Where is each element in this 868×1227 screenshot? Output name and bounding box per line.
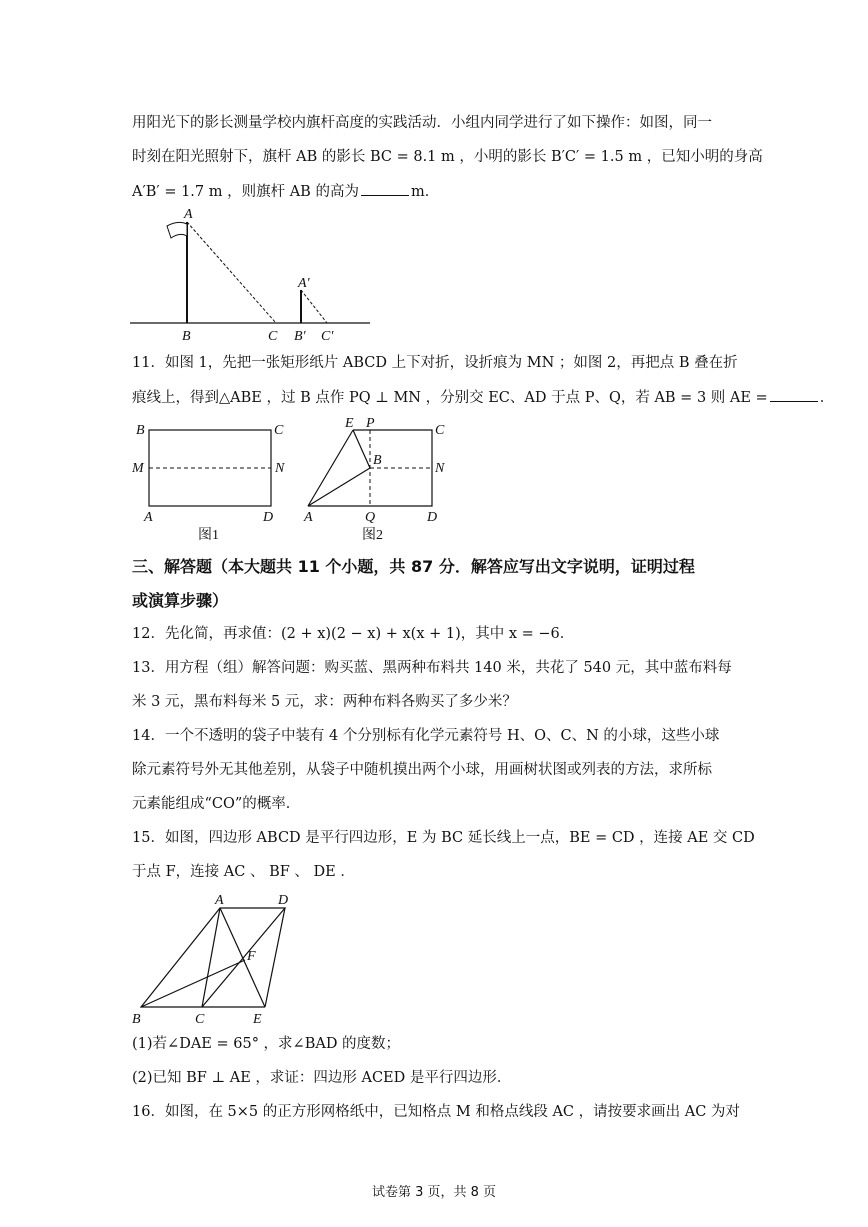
label-A: A — [184, 208, 193, 222]
section-heading-line-2: 或演算步骤） — [132, 591, 229, 610]
fig1-label-C: C — [274, 423, 284, 438]
q11-line-2 — [132, 387, 835, 408]
fig1-label-N: N — [275, 461, 285, 476]
label-C: C — [268, 329, 278, 344]
segment-de — [265, 908, 285, 1007]
q11-line-2-text: 痕线上，得到△ABE ，过 B 点作 PQ ⊥ MN ，分别交 EC、AD 于点 P、Q，若 AB = 3 则 AE = — [132, 390, 768, 406]
label-A1: A′ — [298, 276, 310, 291]
q11-figure-2 — [300, 415, 460, 545]
label-E: E — [253, 1012, 262, 1027]
q13-line-1: 13．用方程（组）解答问题：购买蓝、黑两种布料共 140 米，共花了 540 元，其中蓝布料每 — [132, 660, 732, 676]
segment-ae — [308, 430, 353, 506]
page-footer: 试卷第 3 页，共 8 页 — [371, 1185, 497, 1200]
fig2-label-E: E — [345, 416, 354, 431]
fig2-label-B: B — [373, 453, 382, 468]
sun-ray-a1c1 — [301, 290, 327, 323]
q10-line-3-text: A′B′ = 1.7 m ，则旗杆 AB 的高为 — [132, 184, 359, 200]
q11-line-1: 11．如图 1，先把一张矩形纸片 ABCD 上下对折，设折痕为 MN ；如图 2，再把点 B 叠在折 — [132, 355, 738, 371]
q14-line-1: 14．一个不透明的袋子中装有 4 个分别标有化学元素符号 H、O、C、N 的小球，这些小球 — [132, 728, 720, 744]
q12-text: 12．先化简，再求值：(2 + x)(2 − x) + x(x + 1)，其中 x = −6． — [132, 626, 575, 642]
flag-icon — [167, 222, 187, 238]
fig1-label-M: M — [132, 461, 144, 476]
q10-line-3 — [132, 181, 742, 202]
q15-figure-parallelogram — [128, 888, 303, 1028]
label-F: F — [247, 949, 256, 964]
sun-ray-ac — [187, 222, 276, 323]
q15-line-2: 于点 F，连接 AC 、 BF 、 DE ． — [132, 864, 355, 880]
label-C: C — [195, 1012, 205, 1027]
parallelogram-abcd — [141, 908, 285, 1007]
rectangle-abcd — [149, 430, 271, 506]
fig2-caption: 图2 — [362, 528, 383, 543]
fig2-label-C: C — [435, 423, 445, 438]
fig2-label-D: D — [427, 510, 438, 525]
fig1-label-D: D — [263, 510, 274, 525]
section-heading-line-1: 三、解答题（本大题共 11 个小题，共 87 分．解答应写出文字说明，证明过程 — [132, 557, 695, 576]
q10-line-3-unit: m． — [410, 184, 440, 200]
q15-line-1: 15．如图，四边形 ABCD 是平行四边形，E 为 BC 延长线上一点，BE = CD ，连接 AE 交 CD — [132, 830, 755, 846]
q15-part-1: (1)若∠DAE = 65° ，求∠BAD 的度数； — [132, 1036, 401, 1052]
fig1-label-B: B — [136, 423, 145, 438]
label-B1: B′ — [294, 329, 306, 344]
q15-part-2: (2)已知 BF ⊥ AE ，求证：四边形 ACED 是平行四边形． — [132, 1070, 512, 1086]
label-B: B — [132, 1012, 141, 1027]
q13-line-2: 米 3 元，黑布料每米 5 元，求：两种布料各购买了多少米？ — [132, 694, 517, 710]
label-A: A — [215, 893, 224, 908]
fig2-label-Q: Q — [365, 510, 376, 525]
q11-figure-1 — [130, 415, 300, 545]
fig1-label-A: A — [144, 510, 153, 525]
q10-figure-flagpole — [120, 208, 380, 348]
segment-ab — [308, 468, 370, 506]
q16-line-1: 16．如图，在 5×5 的正方形网格纸中，已知格点 M 和格点线段 AC ，请按要求画出 AC 为对 — [132, 1104, 740, 1120]
fig1-caption: 图1 — [198, 528, 219, 543]
fig2-label-N: N — [435, 461, 445, 476]
label-C1: C′ — [321, 329, 334, 344]
segment-eb — [353, 430, 370, 468]
q14-line-2: 除元素符号外无其他差别，从袋子中随机摸出两个小球，用画树状图或列表的方法，求所标 — [132, 762, 712, 778]
q14-line-3: 元素能组成“CO”的概率． — [132, 796, 301, 812]
segment-ae — [220, 908, 265, 1007]
label-D: D — [278, 893, 289, 908]
fig2-label-P: P — [366, 416, 375, 431]
q10-line-1: 用阳光下的影长测量学校内旗杆高度的实践活动．小组内同学进行了如下操作：如图，同一 — [132, 115, 712, 131]
fig2-label-A: A — [304, 510, 313, 525]
answer-blank-q10 — [361, 181, 409, 196]
label-B: B — [182, 329, 191, 344]
segment-ac — [202, 908, 220, 1007]
q11-line-2-end: ． — [819, 390, 835, 406]
answer-blank-q11 — [770, 387, 818, 402]
q10-line-2: 时刻在阳光照射下，旗杆 AB 的影长 BC = 8.1 m ，小明的影长 B′C′ = 1.5 m ，已知小明的身高 — [132, 149, 763, 165]
segment-bf — [141, 960, 245, 1007]
